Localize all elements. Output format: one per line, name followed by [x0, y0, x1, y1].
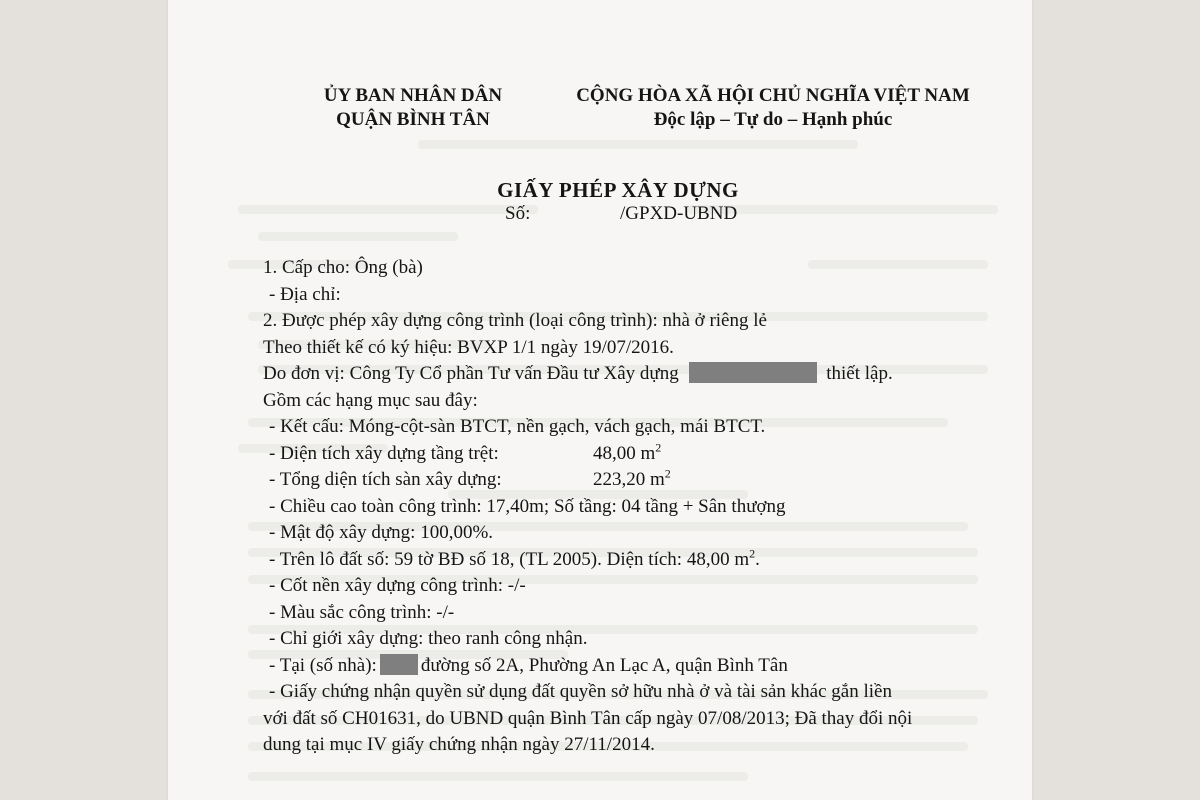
total-area-label: - Tổng diện tích sàn xây dựng: [269, 469, 502, 490]
number-suffix: /GPXD-UBND [620, 203, 738, 224]
address-line: - Địa chỉ: [269, 283, 341, 305]
item-2-permitted-work: 2. Được phép xây dựng công trình (loại công trình): nhà ở riêng lẻ [263, 310, 767, 331]
total-area-value-group [593, 467, 671, 494]
number-label: Số: [505, 203, 531, 224]
certificate-line-1: - Giấy chứng nhận quyền sử dụng đất quyền sở hữu nhà ở và tài sản khác gắn liền [269, 681, 892, 702]
height-line: - Chiều cao toàn công trình: 17,40m; Số tầng: 04 tầng + Sân thượng [269, 495, 786, 517]
foundation-line: - Cốt nền xây dựng công trình: -/- [269, 575, 526, 596]
national-motto: Độc lập – Tự do – Hạnh phúc [653, 109, 893, 130]
national-name: CỘNG HÒA XÃ HỘI CHỦ NGHĨA VIỆT NAM [576, 85, 970, 106]
document-body [263, 255, 1013, 759]
issuer-header [313, 84, 513, 132]
location-line [263, 653, 1013, 680]
design-unit-line [263, 361, 1013, 388]
lot-text: - Trên lô đất số: 59 tờ BĐ số 18, (TL 2005). Diện tích: 48,00 m [269, 548, 750, 570]
ground-area-value-group [593, 441, 661, 468]
document-page [168, 0, 1032, 800]
document-title: GIẤY PHÉP XÂY DỰNG [497, 178, 739, 202]
boundary-line: - Chỉ giới xây dựng: theo ranh công nhận. [269, 628, 588, 649]
location-suffix: đường số 2A, Phường An Lạc A, quận Bình Tân [420, 654, 788, 676]
issuer-line-2: QUẬN BÌNH TÂN [336, 109, 490, 130]
ground-area-unit-exponent: 2 [655, 440, 662, 455]
certificate-line-2: với đất số CH01631, do UBND quận Bình Tân cấp ngày 07/08/2013; Đã thay đổi nội [263, 707, 913, 729]
lot-unit-exponent: 2 [749, 546, 756, 561]
redacted-company-name [689, 362, 817, 383]
items-heading: Gồm các hạng mục sau đây: [263, 389, 478, 411]
item-1-issued-to: 1. Cấp cho: Ông (bà) [263, 257, 423, 278]
design-unit-suffix: thiết lập. [826, 363, 893, 384]
color-line: - Màu sắc công trình: -/- [269, 601, 455, 623]
ground-area-value: 48,00 m [593, 442, 656, 464]
total-area-value: 223,20 m [593, 469, 665, 490]
total-floor-area-line [263, 467, 1013, 494]
location-prefix: - Tại (số nhà): [269, 654, 377, 676]
total-area-unit-exponent: 2 [664, 466, 671, 481]
ground-floor-area-line [263, 441, 1013, 468]
issuer-line-1: ỦY BAN NHÂN DÂN [323, 85, 503, 106]
density-line: - Mật độ xây dựng: 100,00%. [269, 522, 494, 543]
ground-area-label: - Diện tích xây dựng tầng trệt: [269, 442, 499, 464]
certificate-line-3: dung tại mục IV giấy chứng nhận ngày 27/11/2014. [263, 734, 655, 755]
national-header [553, 84, 993, 132]
design-unit-prefix: Do đơn vị: Công Ty Cổ phần Tư vấn Đầu tư Xây dựng [263, 363, 679, 384]
structure-line: - Kết cấu: Móng-cột-sàn BTCT, nền gạch, vách gạch, mái BTCT. [269, 416, 766, 437]
lot-end: . [755, 548, 760, 570]
lot-line [263, 547, 1013, 574]
design-reference: Theo thiết kế có ký hiệu: BVXP 1/1 ngày 19/07/2016. [263, 336, 674, 358]
redacted-house-number [380, 654, 418, 675]
